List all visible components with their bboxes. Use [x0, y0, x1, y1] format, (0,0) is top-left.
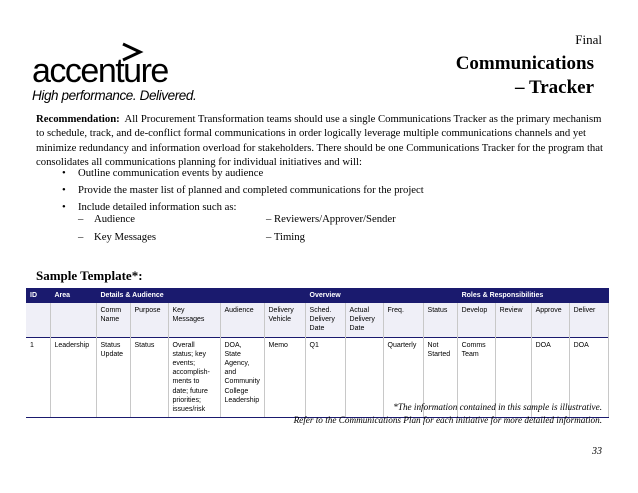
sub-item-row — [78, 231, 498, 249]
sub-header-cell: Approve — [531, 303, 569, 337]
sub-header-cell: Status — [423, 303, 457, 337]
footnote-line-1: *The information contained in this sample is illustrative. — [393, 402, 602, 412]
cell-freq: Quarterly — [383, 337, 423, 418]
bullet-list — [62, 166, 424, 217]
header-roles: Roles & Responsibilities — [457, 288, 608, 303]
cell-id: 1 — [26, 337, 50, 418]
title-line-1: Communications — [455, 53, 594, 74]
sub-item-row — [78, 213, 498, 231]
sub-item-list — [78, 213, 498, 249]
cell-develop: Comms Team — [457, 337, 495, 418]
cell-key-messages: Overall status; key events; accomplish-ments to date; future priorities; issues/risk — [168, 337, 220, 418]
sub-header-cell: Audience — [220, 303, 264, 337]
sub-header-cell — [50, 303, 96, 337]
sub-header-cell — [26, 303, 50, 337]
sub-header-cell: Purpose — [130, 303, 168, 337]
cell-audience: DOA, State Agency, and Community College Leadership — [220, 337, 264, 418]
document-status: Final — [575, 32, 602, 47]
sample-template-heading: Sample Template*: — [36, 268, 143, 283]
sub-item-left: Key Messages — [94, 231, 157, 243]
sub-header-cell: Comm Name — [96, 303, 130, 337]
sub-header-cell: Sched. Delivery Date — [305, 303, 345, 337]
cell-approve: DOA — [531, 337, 569, 418]
header-id: ID — [26, 288, 50, 303]
sub-item-right: – Timing — [266, 231, 305, 243]
header-overview: Overview — [305, 288, 457, 303]
bullet-item: • Outline communication events by audience — [62, 166, 424, 183]
accenture-logo — [32, 44, 202, 106]
sub-item-left: Audience — [94, 213, 135, 225]
recommendation-paragraph — [36, 112, 606, 170]
dash-icon: – — [78, 231, 84, 243]
cell-comm-name: Status Update — [96, 337, 130, 418]
sub-header-cell: Review — [495, 303, 531, 337]
recommendation-text: All Procurement Transformation teams should use a single Communications Tracker as the primary mechanism to schedule, track, and de-conflict formal communications in order logically leverage multiple communications channels and yet minimize redundancy and information overload for stakeholders. There should be one Communications Tracker for the program that consolidates all communications planning for individual initiatives and will: — [36, 113, 603, 169]
cell-area: Leadership — [50, 337, 96, 418]
logo-tagline: High performance. Delivered. — [32, 88, 197, 103]
page-title — [456, 52, 594, 100]
header-area: Area — [50, 288, 96, 303]
sub-header-cell: Key Messages — [168, 303, 220, 337]
sub-header-cell: Actual Delivery Date — [345, 303, 383, 337]
bullet-item: • Include detailed information such as: — [62, 200, 424, 217]
sub-header-cell: Freq. — [383, 303, 423, 337]
sub-header-cell: Develop — [457, 303, 495, 337]
recommendation-label: Recommendation: — [36, 113, 120, 125]
sub-header-cell: Deliver — [569, 303, 608, 337]
logo-wordmark: accenture — [32, 52, 168, 90]
footnote-line-2: Refer to the Communications Plan for each initiative for more detailed information. — [293, 414, 602, 425]
group-header-row — [26, 288, 608, 303]
communications-tracker-table — [26, 288, 609, 418]
cell-delivery-vehicle: Memo — [264, 337, 305, 418]
bullet-item: • Provide the master list of planned and completed communications for the project — [62, 183, 424, 200]
title-line-2: – Tracker — [515, 77, 594, 98]
cell-purpose: Status — [130, 337, 168, 418]
dash-icon: – — [78, 213, 84, 225]
cell-status: Not Started — [423, 337, 457, 418]
sub-item-right: – Reviewers/Approver/Sender — [266, 213, 396, 225]
sub-header-cell: Delivery Vehicle — [264, 303, 305, 337]
cell-deliver: DOA — [569, 337, 608, 418]
cell-sched-date: Q1 — [305, 337, 345, 418]
header-details-audience: Details & Audience — [96, 288, 305, 303]
sub-header-row — [26, 303, 608, 337]
footnote — [294, 401, 602, 426]
page-number: 33 — [592, 446, 602, 457]
